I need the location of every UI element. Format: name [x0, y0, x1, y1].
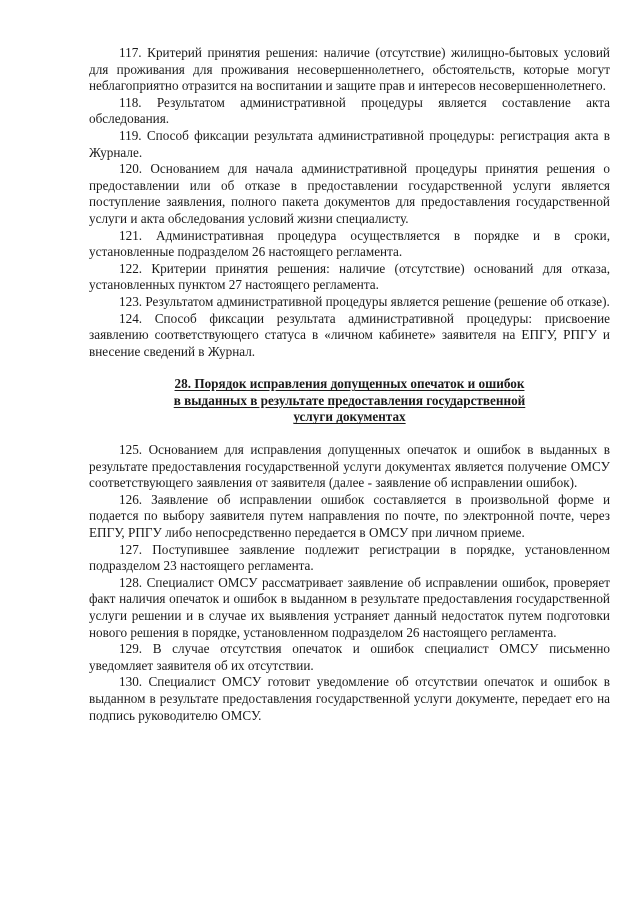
paragraph-121: 121. Административная процедура осуществляется в порядке и в сроки, установленные подразделом 26 настоящего регламента. [89, 227, 610, 260]
section-heading [89, 376, 610, 426]
paragraph-119: 119. Способ фиксации результата административной процедуры: регистрация акта в Журнале. [89, 127, 610, 160]
spacer [89, 360, 610, 376]
paragraph-126: 126. Заявление об исправлении ошибок составляется в произвольной форме и подается по выбору заявителя путем направления по почте, по электронной почте, через ЕПГУ, РПГУ либо непосредственно передается в ОМСУ при личном приеме. [89, 491, 610, 541]
section-heading-line-3: услуги документах [293, 409, 406, 425]
paragraph-122: 122. Критерии принятия решения: наличие (отсутствие) оснований для отказа, установленных пунктом 27 настоящего регламента. [89, 260, 610, 293]
paragraph-129: 129. В случае отсутствия опечаток и ошибок специалист ОМСУ письменно уведомляет заявителя об их отсутствии. [89, 641, 610, 673]
spacer [89, 426, 610, 442]
paragraph-125: 125. Основанием для исправления допущенных опечаток и ошибок в выданных в результате предоставления государственной услуги документах является получение ОМСУ соответствующего заявления от заявителя (далее - заявление об исправлении ошибок). [89, 442, 610, 491]
paragraph-123: 123. Результатом административной процедуры является решение (решение об отказе). [119, 293, 610, 309]
paragraph-124: 124. Способ фиксации результата административной процедуры: присвоение заявлению соответствующего статуса в «личном кабинете» заявителя на ЕПГУ, РПГУ и внесение сведений в Журнал. [89, 310, 610, 359]
section-heading-line-2: в выданных в результате предоставления государственной [173, 392, 526, 408]
document-page [89, 45, 610, 724]
paragraph-117: 117. Критерий принятия решения: наличие (отсутствие) жилищно-бытовых условий для проживания для проживания несовершеннолетнего, обстоятельств, которые могут неблагоприятно отразится на воспитании и защите прав и интересов несовершеннолетнего. [89, 45, 610, 94]
paragraph-128: 128. Специалист ОМСУ рассматривает заявление об исправлении ошибок, проверяет факт наличия опечаток и ошибок в выданном в результате предоставления государственной услуги решении и в случае их выявления устраняет данный недостаток путем подготовки нового решения в порядке, установленном подразделом 26 настоящего регламента. [89, 574, 610, 640]
paragraph-130: 130. Специалист ОМСУ готовит уведомление об отсутствии опечаток и ошибок в выданном в результате предоставления государственной услуги документе, передает его на подпись руководителю ОМСУ. [89, 674, 610, 723]
paragraph-120: 120. Основанием для начала административной процедуры принятия решения о предоставлении или об отказе в предоставлении государственной услуги является поступление заявления, полного пакета документов для предоставления государственной услуги и акта обследования условий жизни специалисту. [89, 161, 610, 226]
paragraph-127: 127. Поступившее заявление подлежит регистрации в порядке, установленном подразделом 23 настоящего регламента. [89, 541, 610, 574]
paragraph-118: 118. Результатом административной процедуры является составление акта обследования. [89, 94, 610, 127]
section-heading-line-1: 28. Порядок исправления допущенных опечаток и ошибок [174, 376, 525, 392]
